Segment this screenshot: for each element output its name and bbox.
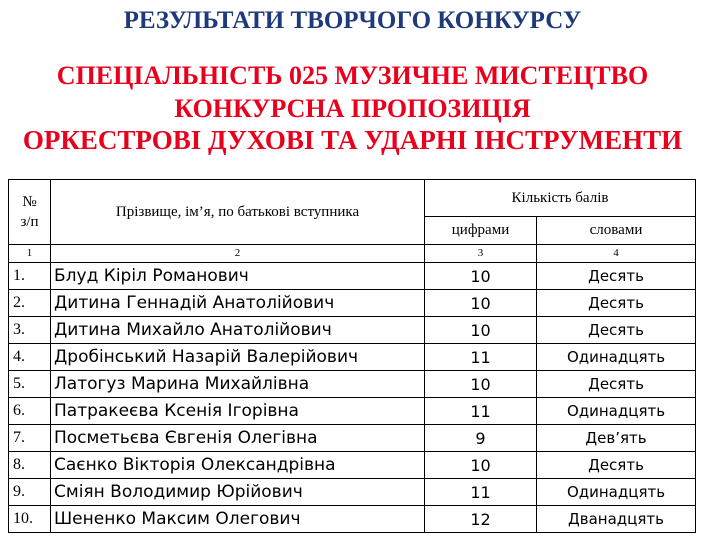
- table-row: [9, 344, 696, 371]
- score-digits: 10: [425, 371, 537, 398]
- row-number: 8.: [9, 452, 51, 479]
- score-digits: 9: [425, 425, 537, 452]
- row-number: 6.: [9, 398, 51, 425]
- column-number: 1: [9, 245, 51, 263]
- row-number: 1.: [9, 263, 51, 290]
- row-number: 7.: [9, 425, 51, 452]
- applicant-name: Латогуз Марина Михайлівна: [51, 371, 425, 398]
- column-number: 4: [537, 245, 696, 263]
- results-table: [8, 179, 696, 533]
- score-words: Одинадцять: [537, 398, 696, 425]
- table-row: [9, 506, 696, 533]
- score-words: Десять: [537, 290, 696, 317]
- specialty-heading: СПЕЦІАЛЬНІСТЬ 025 МУЗИЧНЕ МИСТЕЦТВО: [56, 61, 649, 90]
- applicant-name: Дитина Геннадій Анатолійович: [51, 290, 425, 317]
- score-words: Одинадцять: [537, 479, 696, 506]
- table-row: [9, 425, 696, 452]
- score-words: Дев’ять: [537, 425, 696, 452]
- header-score: Кількість балів: [425, 180, 696, 217]
- row-number: 5.: [9, 371, 51, 398]
- score-digits: 10: [425, 263, 537, 290]
- table-row: [9, 398, 696, 425]
- applicant-name: Саєнко Вікторія Олександрівна: [51, 452, 425, 479]
- score-digits: 10: [425, 317, 537, 344]
- column-number: 3: [425, 245, 537, 263]
- applicant-name: Сміян Володимир Юрійович: [51, 479, 425, 506]
- table-row: [9, 263, 696, 290]
- score-words: Десять: [537, 371, 696, 398]
- applicant-name: Шененко Максим Олегович: [51, 506, 425, 533]
- score-words: Дванадцять: [537, 506, 696, 533]
- header-number-symbol: №: [22, 194, 37, 210]
- row-number: 10.: [9, 506, 51, 533]
- table-row: [9, 317, 696, 344]
- page-title: РЕЗУЛЬТАТИ ТВОРЧОГО КОНКУРСУ: [123, 7, 582, 34]
- applicant-name: Дитина Михайло Анатолійович: [51, 317, 425, 344]
- table-row: [9, 371, 696, 398]
- row-number: 3.: [9, 317, 51, 344]
- program-heading: ОРКЕСТРОВІ ДУХОВІ ТА УДАРНІ ІНСТРУМЕНТИ: [22, 125, 683, 155]
- row-number: 2.: [9, 290, 51, 317]
- applicant-name: Патракеєва Ксенія Ігорівна: [51, 398, 425, 425]
- column-number-row: [9, 245, 696, 263]
- applicant-name: Блуд Кіріл Романович: [51, 263, 425, 290]
- score-digits: 11: [425, 398, 537, 425]
- header-name: Прізвище, ім’я, по батькові вступника: [51, 180, 425, 245]
- score-words: Десять: [537, 452, 696, 479]
- header-row-1: [9, 180, 696, 217]
- score-digits: 11: [425, 344, 537, 371]
- column-number: 2: [51, 245, 425, 263]
- proposal-heading: КОНКУРСНА ПРОПОЗИЦІЯ: [174, 94, 531, 123]
- score-digits: 11: [425, 479, 537, 506]
- score-words: Одинадцять: [537, 344, 696, 371]
- header-words: словами: [537, 217, 696, 245]
- row-number: 9.: [9, 479, 51, 506]
- table-row: [9, 479, 696, 506]
- score-words: Десять: [537, 317, 696, 344]
- table-row: [9, 452, 696, 479]
- table-row: [9, 290, 696, 317]
- score-digits: 10: [425, 290, 537, 317]
- header-digits: цифрами: [425, 217, 537, 245]
- score-words: Десять: [537, 263, 696, 290]
- applicant-name: Посметьєва Євгенія Олегівна: [51, 425, 425, 452]
- score-digits: 12: [425, 506, 537, 533]
- row-number: 4.: [9, 344, 51, 371]
- score-digits: 10: [425, 452, 537, 479]
- header-number: [9, 180, 51, 245]
- header-number-abbr: з/п: [20, 214, 39, 230]
- applicant-name: Дробінський Назарій Валерійович: [51, 344, 425, 371]
